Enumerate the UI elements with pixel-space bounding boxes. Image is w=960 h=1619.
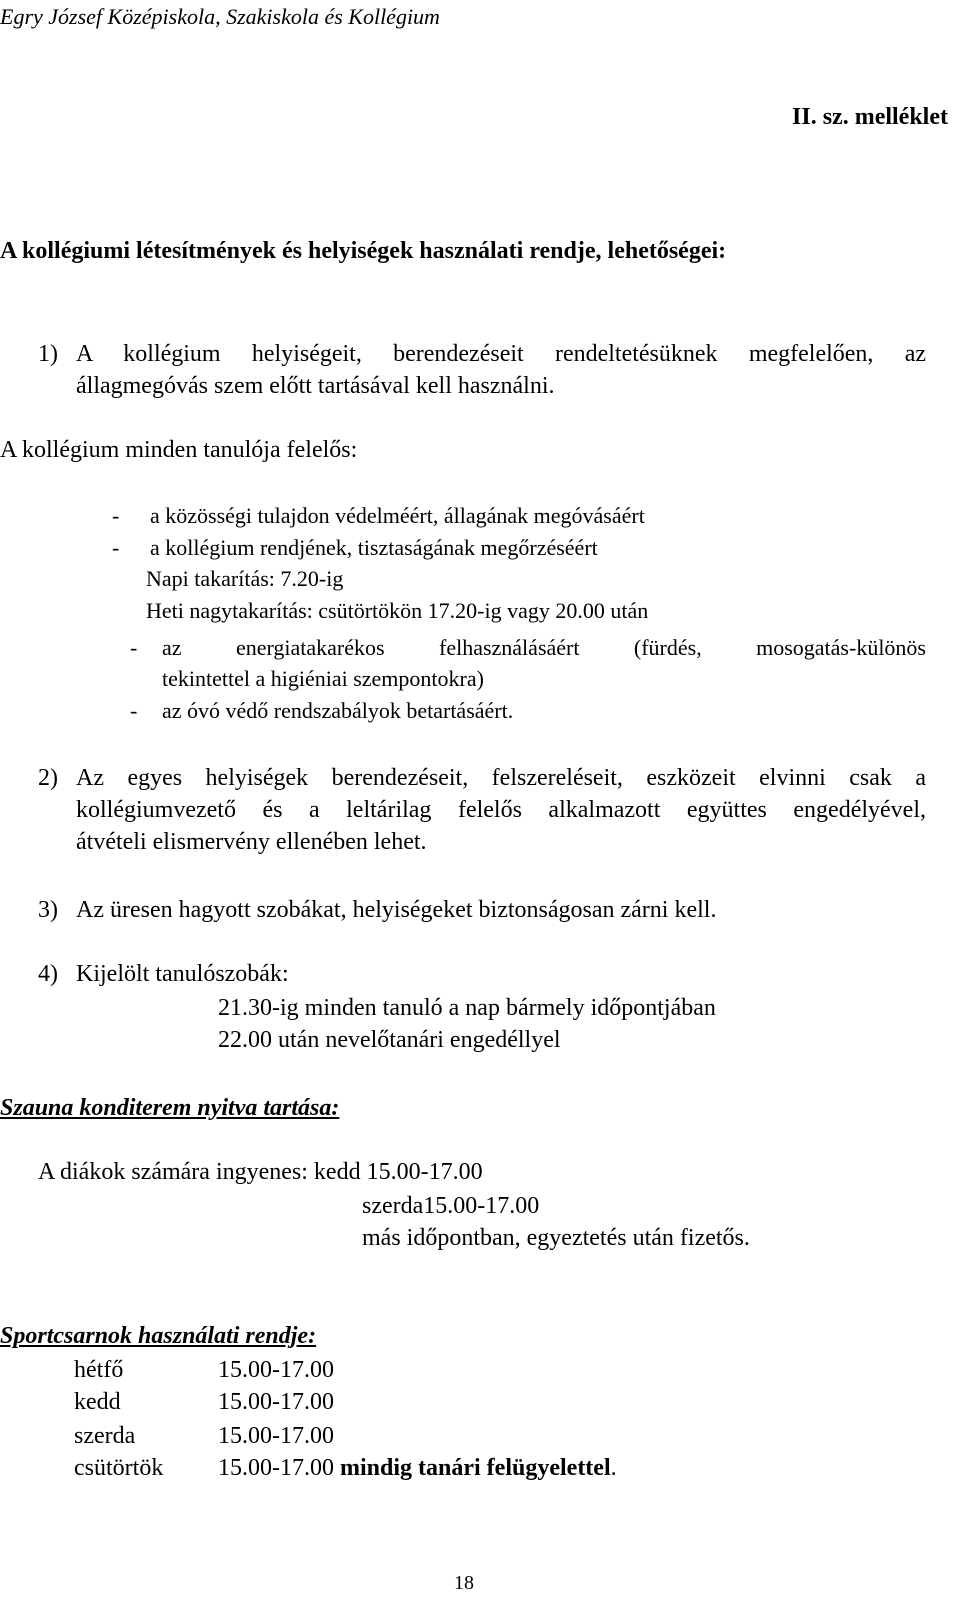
section1-line2: állagmegóvás szem előtt tartásával kell használni. [76,373,555,399]
section2-line1: Az egyes helyiségek berendezéseit, felszereléseit, eszközeit elvinni csak a [76,765,926,791]
bullet1-dash: - [112,503,120,528]
sports-hall-time: 15.00-17.00 [218,1455,334,1481]
section2-number: 2) [38,765,58,791]
sauna-line3: más időpontban, egyeztetés után fizetős. [362,1225,750,1251]
bullet2-text: a kollégium rendjének, tisztaságának megőrzéséért [150,535,598,560]
section4-number: 4) [38,961,58,987]
sports-hall-day: hétfő [74,1357,124,1383]
bullet3-line1: az energiatakarékos felhasználásáért (fürdés, mosogatás-különös [162,635,926,660]
section4-line2: 22.00 után nevelőtanári engedéllyel [218,1027,561,1053]
sports-hall-day: szerda [74,1423,136,1449]
section3-text: Az üresen hagyott szobákat, helyiségeket biztonságosan zárni kell. [76,897,717,923]
sports-hall-day: kedd [74,1389,121,1415]
sports-hall-time: 15.00-17.00 [218,1389,334,1415]
header-institution: Egry József Középiskola, Szakiskola és Kollégium [0,4,440,29]
sports-hall-day: csütörtök [74,1455,164,1481]
weekly-cleaning: Heti nagytakarítás: csütörtökön 17.20-ig vagy 20.00 után [146,598,649,623]
supervision-period: . [610,1455,617,1481]
bullet1-text: a közösségi tulajdon védelméért, állagának megóvásáért [150,503,645,528]
section4-line1: 21.30-ig minden tanuló a nap bármely időpontjában [218,995,716,1021]
page-number: 18 [454,1572,474,1594]
section3-number: 3) [38,897,58,923]
section2-line1-wrap [76,764,926,792]
supervision-note: mindig tanári felügyelettel [340,1455,611,1481]
sports-hall-heading: Sportcsarnok használati rendje: [0,1323,317,1349]
bullet4-text: az óvó védő rendszabályok betartásáért. [162,698,514,723]
daily-cleaning: Napi takarítás: 7.20-ig [146,566,344,591]
sports-hall-time-with-note [218,1454,617,1482]
responsible-intro: A kollégium minden tanulója felelős: [0,437,358,463]
section1-line1: A kollégium helyiségeit, berendezéseit rendeltetésüknek megfelelően, az [76,341,926,367]
section2-line2: kollégiumvezető és a leltárilag felelős alkalmazott együttes engedélyével, [76,797,926,823]
sports-hall-time: 15.00-17.00 [218,1423,334,1449]
bullet3-line1-wrap [162,635,926,661]
sports-hall-time: 15.00-17.00 [218,1357,334,1383]
annex-label: II. sz. melléklet [792,104,948,130]
page-title: A kollégiumi létesítmények és helyiségek használati rendje, lehetőségei: [0,238,727,264]
section4-heading: Kijelölt tanulószobák: [76,961,289,987]
bullet3-dash: - [130,635,138,660]
bullet4-dash: - [130,698,138,723]
section1-number: 1) [38,341,58,367]
sauna-line2: szerda15.00-17.00 [362,1193,540,1219]
section2-line2-wrap [76,796,926,824]
bullet3-line2: tekintettel a higiéniai szempontokra) [162,666,484,691]
sauna-heading: Szauna konditerem nyitva tartása: [0,1095,340,1121]
section1-line1-wrap [76,340,926,368]
section2-line3: átvételi elismervény ellenében lehet. [76,829,427,855]
sauna-line1: A diákok számára ingyenes: kedd 15.00-17.00 [38,1159,483,1185]
bullet2-dash: - [112,535,120,560]
